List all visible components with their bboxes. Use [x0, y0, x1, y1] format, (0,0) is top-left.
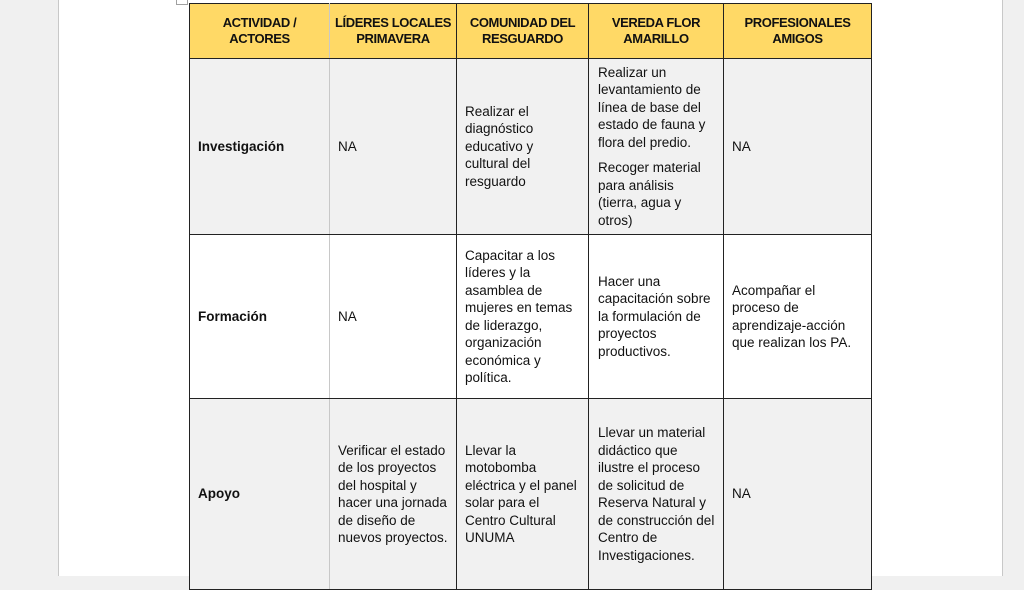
cell-paragraph: Recoger material para análisis (tierra, agua y otros): [598, 160, 701, 228]
document-page: [58, 0, 1003, 576]
cell-vereda: [589, 235, 724, 399]
cell-actividad: Investigación: [190, 59, 330, 235]
table-row: [190, 59, 872, 235]
header-row: [190, 4, 872, 59]
cell-paragraph: Realizar un levantamiento de línea de base del estado de fauna y flora del predio.: [598, 64, 706, 150]
header-actividad: ACTIVIDAD / ACTORES: [190, 4, 330, 59]
cell-profesionales: NA: [724, 399, 872, 590]
cell-profesionales: Acompañar el proceso de aprendizaje-acción que realizan los PA.: [724, 235, 872, 399]
cell-comunidad: Llevar la motobomba eléctrica y el panel solar para el Centro Cultural UNUMA: [457, 399, 589, 590]
table-move-handle-icon[interactable]: [176, 0, 188, 5]
cell-lideres: Verificar el estado de los proyectos del hospital y hacer una jornada de diseño de nuevos proyectos.: [330, 399, 457, 590]
header-profesionales: PROFESIONALES AMIGOS: [724, 4, 872, 59]
cell-comunidad: Capacitar a los líderes y la asamblea de mujeres en temas de liderazgo, organización económica y política.: [457, 235, 589, 399]
cell-actividad: Formación: [190, 235, 330, 399]
cell-lideres: NA: [330, 59, 457, 235]
cell-paragraph: Llevar un material didáctico que ilustre el proceso de solicitud de Reserva Natural y de construcción del Centro de Investigaciones.: [598, 425, 715, 563]
table-row: [190, 235, 872, 399]
table-row: [190, 399, 872, 590]
header-comunidad: COMUNIDAD DEL RESGUARDO: [457, 4, 589, 59]
cell-comunidad: Realizar el diagnóstico educativo y cultural del resguardo: [457, 59, 589, 235]
cell-vereda: [589, 59, 724, 235]
activities-table: [189, 3, 872, 590]
cell-profesionales: NA: [724, 59, 872, 235]
cell-paragraph: Hacer una capacitación sobre la formulación de proyectos productivos.: [598, 273, 711, 359]
header-vereda: VEREDA FLOR AMARILLO: [589, 4, 724, 59]
cell-lideres: NA: [330, 235, 457, 399]
cell-vereda: [589, 399, 724, 590]
cell-actividad: Apoyo: [190, 399, 330, 590]
header-lideres: LÍDERES LOCALES PRIMAVERA: [330, 4, 457, 59]
